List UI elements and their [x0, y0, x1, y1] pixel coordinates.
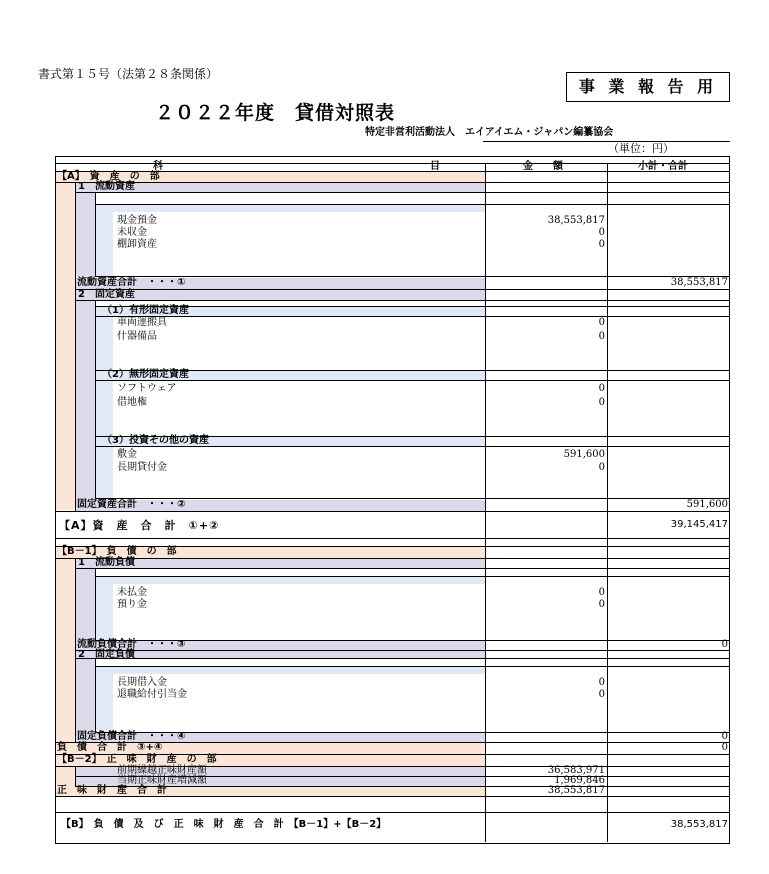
current-liabilities-total: 0 [721, 639, 728, 650]
item-label: 長期貸付金 [117, 462, 167, 473]
item-label: ソフトウェア [117, 383, 177, 394]
item-label: 未払金 [117, 587, 147, 598]
current-liabilities-total-label: 流動負債合計 ・・・③ [77, 639, 186, 650]
item-label: 当期正味財産増減額 [117, 775, 207, 786]
liabilities-heading: 【B－1】 負 債 の 部 [57, 546, 177, 557]
item-label: 敷金 [117, 449, 137, 460]
grand-total-label: 【B】 負 債 及 び 正 味 財 産 合 計 【B－1】+【B－2】 [61, 819, 387, 830]
item-label: 退職給付引当金 [117, 689, 187, 700]
fixed-assets-total-label: 固定資産合計 ・・・② [77, 499, 186, 510]
organization-name: 特定非営利活動法人 エイアイエム・ジャパン編纂協会 [365, 127, 614, 138]
item-label: 車両運搬具 [117, 317, 167, 328]
item-amount: 0 [598, 599, 605, 610]
item-label: 長期借入金 [117, 677, 167, 688]
fixed-assets-total: 591,600 [686, 499, 728, 510]
item-amount: 0 [598, 331, 605, 342]
item-amount: 0 [598, 227, 605, 238]
header-amount: 金 額 [523, 161, 563, 172]
current-assets-total-label: 流動資産合計 ・・・① [77, 277, 186, 288]
item-label: 預り金 [117, 599, 147, 610]
form-number: 書式第１５号（法第２８条関係） [38, 67, 219, 81]
net-assets-heading: 【B－2】 正 味 財 産 の 部 [57, 754, 217, 765]
item-label: 現金預金 [117, 215, 157, 226]
header-kamoku: 科 [153, 161, 163, 172]
current-liabilities-heading: 1 流動負債 [78, 557, 135, 568]
intangible-heading: （2）無形固定資産 [102, 369, 189, 380]
item-amount: 0 [598, 317, 605, 328]
header-moku: 目 [430, 161, 440, 172]
report-stamp: 事 業 報 告 用 [566, 72, 730, 102]
fixed-liabilities-total-label: 固定負債合計 ・・・④ [77, 731, 186, 742]
tangible-heading: （1）有形固定資産 [102, 305, 189, 316]
current-assets-total: 38,553,817 [670, 277, 728, 288]
liabilities-total-label: 負 債 合 計 ③+④ [57, 742, 163, 753]
page-title: ２０２２年度 貸借対照表 [155, 102, 396, 124]
balance-sheet-table [55, 156, 730, 844]
item-amount: 591,600 [563, 449, 605, 460]
investment-heading: （3）投資その他の資産 [102, 435, 209, 446]
fixed-assets-heading: 2 固定資産 [78, 289, 135, 300]
assets-total: 39,145,417 [670, 519, 728, 530]
fixed-liabilities-heading: 2 固定負債 [78, 649, 135, 660]
item-amount: 0 [598, 587, 605, 598]
item-label: 前期繰越正味財産額 [117, 765, 207, 776]
item-amount: 1,969,846 [554, 775, 605, 786]
item-amount: 0 [598, 397, 605, 408]
item-amount: 36,583,971 [547, 765, 605, 776]
header-subtotal: 小計・合計 [638, 161, 688, 172]
net-assets-total-label: 正 味 財 産 合 計 [57, 785, 167, 796]
item-amount: 0 [598, 462, 605, 473]
item-amount: 0 [598, 677, 605, 688]
item-label: 未収金 [117, 227, 147, 238]
current-assets-heading: 1 流動資産 [78, 181, 135, 192]
item-label: 借地権 [117, 397, 147, 408]
assets-total-label: 【A】資 産 合 計 ①+② [59, 519, 220, 532]
grand-total: 38,553,817 [670, 819, 728, 830]
assets-heading: 【A】 資 産 の 部 [57, 171, 160, 182]
unit-label: （単位：円） [608, 142, 674, 155]
net-assets-total: 38,553,817 [547, 785, 605, 796]
item-label: 棚卸資産 [117, 239, 157, 250]
fixed-liabilities-total: 0 [721, 731, 728, 742]
item-amount: 0 [598, 239, 605, 250]
item-amount: 0 [598, 689, 605, 700]
liabilities-total: 0 [721, 742, 728, 753]
item-label: 什器備品 [117, 331, 157, 342]
item-amount: 38,553,817 [547, 215, 605, 226]
item-amount: 0 [598, 383, 605, 394]
